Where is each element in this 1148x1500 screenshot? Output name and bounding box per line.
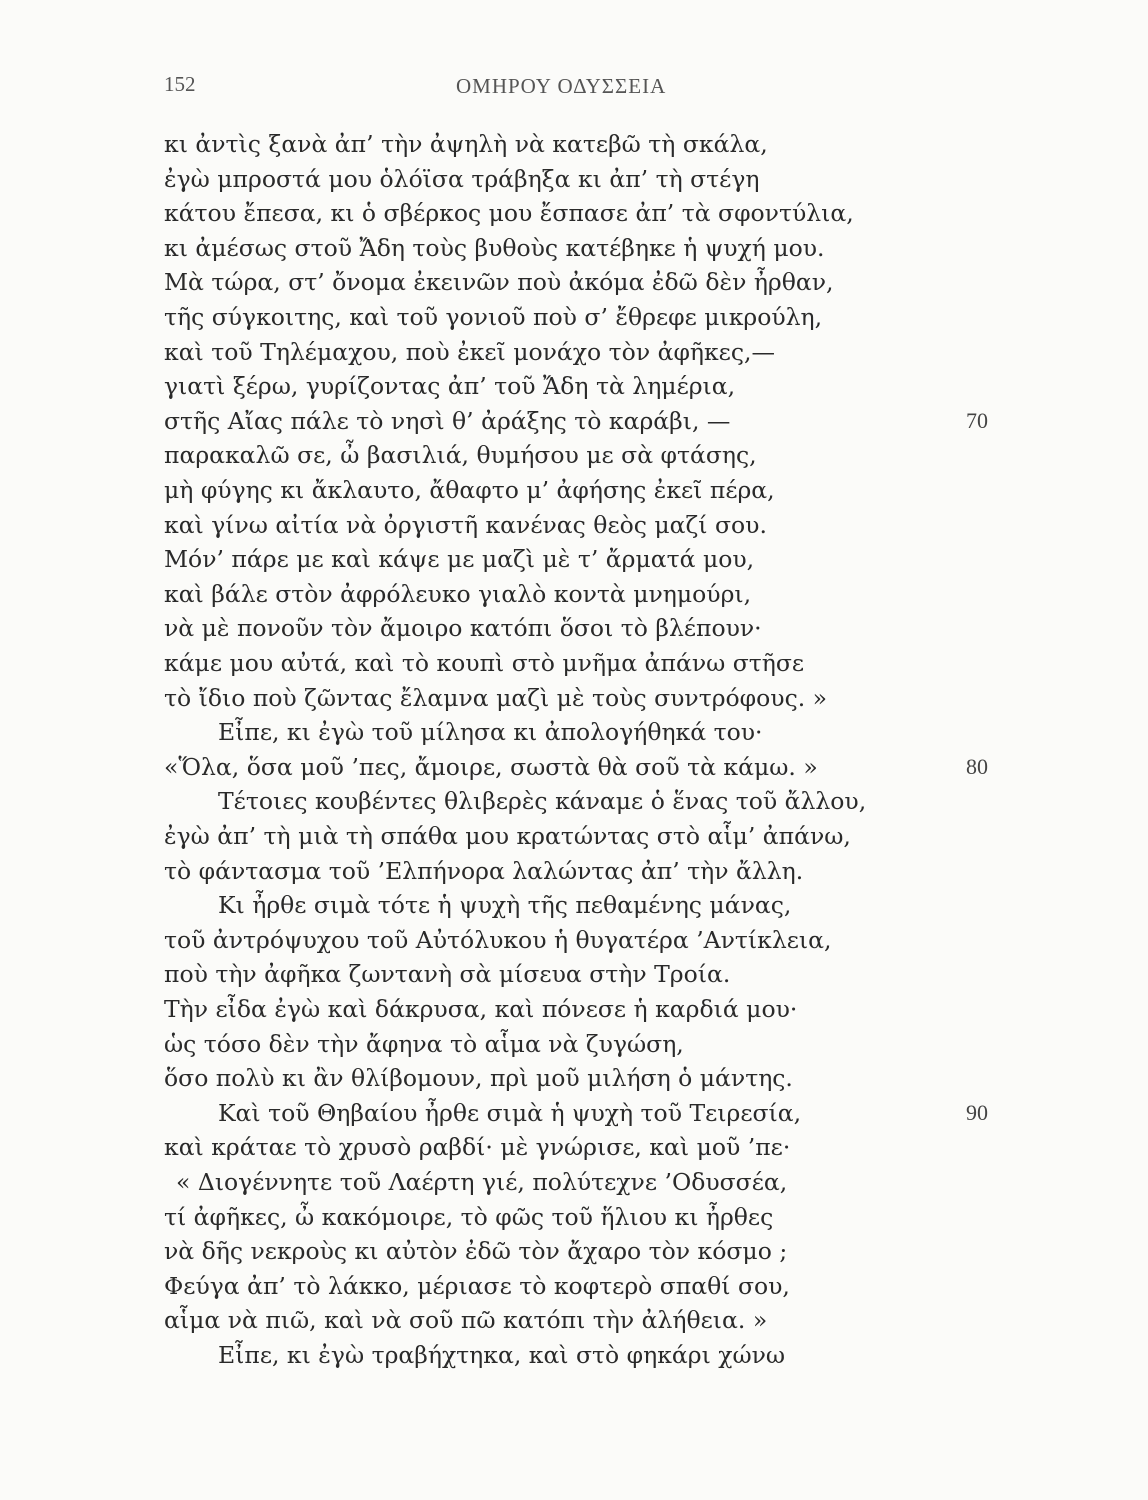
verse-text: καὶ βάλε στὸν ἀφρόλευκο γιαλὸ κοντὰ μνημούρι,: [164, 580, 752, 608]
verse-line: [0, 854, 1148, 888]
verse-text: κι ἀμέσως στοῦ Ἄδη τοὺς βυθοὺς κατέβηκε ἡ ψυχή μου.: [164, 234, 825, 262]
verse-line: [0, 162, 1148, 196]
verse-text: Τέτοιες κουβέντες θλιβερὲς κάναμε ὁ ἕνας τοῦ ἄλλου,: [218, 787, 867, 815]
verse-text: Μὰ τώρα, στ’ ὄνομα ἐκεινῶν ποὺ ἀκόμα ἐδῶ δὲν ἦρθαν,: [164, 268, 834, 296]
verse-line: [0, 819, 1148, 853]
verse-line: [0, 1338, 1148, 1372]
verse-text: Κι ἦρθε σιμὰ τότε ἡ ψυχὴ τῆς πεθαμένης μάνας,: [218, 891, 792, 919]
verse-line: [0, 1165, 1148, 1199]
verse-text: νὰ μὲ πονοῦν τὸν ἄμοιρο κατόπι ὅσοι τὸ βλέπουν·: [164, 614, 762, 642]
verse-line: [0, 508, 1148, 542]
verse-text: καὶ κράταε τὸ χρυσὸ ραβδί· μὲ γνώρισε, καὶ μοῦ ’πε·: [164, 1133, 791, 1161]
verse-text: ὡς τόσο δὲν τὴν ἄφηνα τὸ αἷμα νὰ ζυγώση,: [164, 1030, 684, 1058]
verse-line: [0, 681, 1148, 715]
verse-text: καὶ τοῦ Τηλέμαχου, ποὺ ἐκεῖ μονάχο τὸν ἀφῆκες,—: [164, 338, 775, 366]
verse-line: [0, 646, 1148, 680]
verse-line: [0, 715, 1148, 749]
verse-line: [0, 923, 1148, 957]
running-title: ΟΜΗΡΟΥ ΟΔΥΣΣΕΙΑ: [456, 74, 667, 98]
verse-text: κάμε μου αὐτά, καὶ τὸ κουπὶ στὸ μνῆμα ἀπάνω στῆσε: [164, 649, 805, 677]
line-number: 80: [966, 754, 988, 779]
verse-text: τῆς σύγκοιτης, καὶ τοῦ γονιοῦ ποὺ σ’ ἔθρεφε μικρούλη,: [164, 303, 823, 331]
verse-line: [0, 1303, 1148, 1337]
verse-line: [0, 1234, 1148, 1268]
verse-line: [0, 231, 1148, 265]
verse-line: [0, 992, 1148, 1026]
line-number: 90: [966, 1100, 988, 1125]
verse-text: Καὶ τοῦ Θηβαίου ἦρθε σιμὰ ἡ ψυχὴ τοῦ Τειρεσία,: [218, 1099, 802, 1127]
verse-text: Μόν’ πάρε με καὶ κάψε με μαζὶ μὲ τ’ ἄρματά μου,: [164, 545, 755, 573]
verse-line: [0, 369, 1148, 403]
verse-line: [0, 300, 1148, 334]
verse-text: « Διογέννητε τοῦ Λαέρτη γιέ, πολύτεχνε ’Οδυσσέα,: [176, 1168, 788, 1196]
verse-line: [0, 1027, 1148, 1061]
verse-text: μὴ φύγης κι ἄκλαυτο, ἄθαφτο μ’ ἀφήσης ἐκεῖ πέρα,: [164, 476, 775, 504]
verse-line: [0, 473, 1148, 507]
verse-line: [0, 404, 1148, 438]
verse-text: αἷμα νὰ πιῶ, καὶ νὰ σοῦ πῶ κατόπι τὴν ἀλήθεια. »: [164, 1306, 768, 1334]
page-number: 152: [164, 72, 196, 96]
verse-text: γιατὶ ξέρω, γυρίζοντας ἀπ’ τοῦ Ἄδη τὰ λημέρια,: [164, 372, 736, 400]
verse-line: [0, 577, 1148, 611]
verse-text: ἐγὼ μπροστά μου ὁλόϊσα τράβηξα κι ἀπ’ τὴ στέγη: [164, 165, 760, 193]
verse-line: [0, 784, 1148, 818]
verse-line: [0, 1130, 1148, 1164]
verse-text: «Ὅλα, ὅσα μοῦ ’πες, ἄμοιρε, σωστὰ θὰ σοῦ τὰ κάμω. »: [164, 753, 818, 781]
verse-line: [0, 957, 1148, 991]
verse-text: τὸ φάντασμα τοῦ ’Ελπήνορα λαλώντας ἀπ’ τὴν ἄλλη.: [164, 857, 804, 885]
verse-text: κάτου ἔπεσα, κι ὁ σβέρκος μου ἔσπασε ἀπ’ τὰ σφοντύλια,: [164, 199, 854, 227]
verse-text: ποὺ τὴν ἀφῆκα ζωντανὴ σὰ μίσευα στὴν Τροία.: [164, 960, 731, 988]
verse-line: [0, 196, 1148, 230]
verse-line: [0, 1096, 1148, 1130]
verse-text: Εἶπε, κι ἐγὼ τοῦ μίλησα κι ἀπολογήθηκά του·: [218, 718, 763, 746]
verse-text: παρακαλῶ σε, ὦ βασιλιά, θυμήσου με σὰ φτάσης,: [164, 441, 757, 469]
verse-line: [0, 750, 1148, 784]
verse-text: τὸ ἴδιο ποὺ ζῶντας ἔλαμνα μαζὶ μὲ τοὺς συντρόφους. »: [164, 684, 828, 712]
verse-line: [0, 335, 1148, 369]
verse-line: [0, 127, 1148, 161]
verse-line: [0, 1061, 1148, 1095]
verse-line: [0, 888, 1148, 922]
verse-text: Εἶπε, κι ἐγὼ τραβήχτηκα, καὶ στὸ φηκάρι χώνω: [218, 1341, 786, 1369]
verse-text: Τὴν εἶδα ἐγὼ καὶ δάκρυσα, καὶ πόνεσε ἡ καρδιά μου·: [164, 995, 798, 1023]
verse-text: ὅσο πολὺ κι ἂν θλίβομουν, πρὶ μοῦ μιλήση ὁ μάντης.: [164, 1064, 793, 1092]
verse-text: τί ἀφῆκες, ὦ κακόμοιρε, τὸ φῶς τοῦ ἥλιου κι ἦρθες: [164, 1203, 774, 1231]
verse-line: [0, 611, 1148, 645]
verse-text: τοῦ ἀντρόψυχου τοῦ Αὐτόλυκου ἡ θυγατέρα ’Αντίκλεια,: [164, 926, 832, 954]
verse-line: [0, 1200, 1148, 1234]
verse-line: [0, 438, 1148, 472]
verse-text: καὶ γίνω αἰτία νὰ ὀργιστῆ κανένας θεὸς μαζί σου.: [164, 511, 767, 539]
verse-text: στῆς Αἴας πάλε τὸ νησὶ θ’ ἀράξης τὸ καράβι, —: [164, 407, 731, 435]
verse-text: Φεύγα ἀπ’ τὸ λάκκο, μέριασε τὸ κοφτερὸ σπαθί σου,: [164, 1272, 790, 1300]
verse-line: [0, 265, 1148, 299]
line-number: 70: [966, 408, 988, 433]
verse-line: [0, 1269, 1148, 1303]
verse-line: [0, 542, 1148, 576]
verse-text: κι ἀντὶς ξανὰ ἀπ’ τὴν ἀψηλὴ νὰ κατεβῶ τὴ σκάλα,: [164, 130, 768, 158]
verse-text: νὰ δῆς νεκροὺς κι αὐτὸν ἐδῶ τὸν ἄχαρο τὸν κόσμο ;: [164, 1237, 788, 1265]
verse-text: ἐγὼ ἀπ’ τὴ μιὰ τὴ σπάθα μου κρατώντας στὸ αἷμ’ ἀπάνω,: [164, 822, 851, 850]
